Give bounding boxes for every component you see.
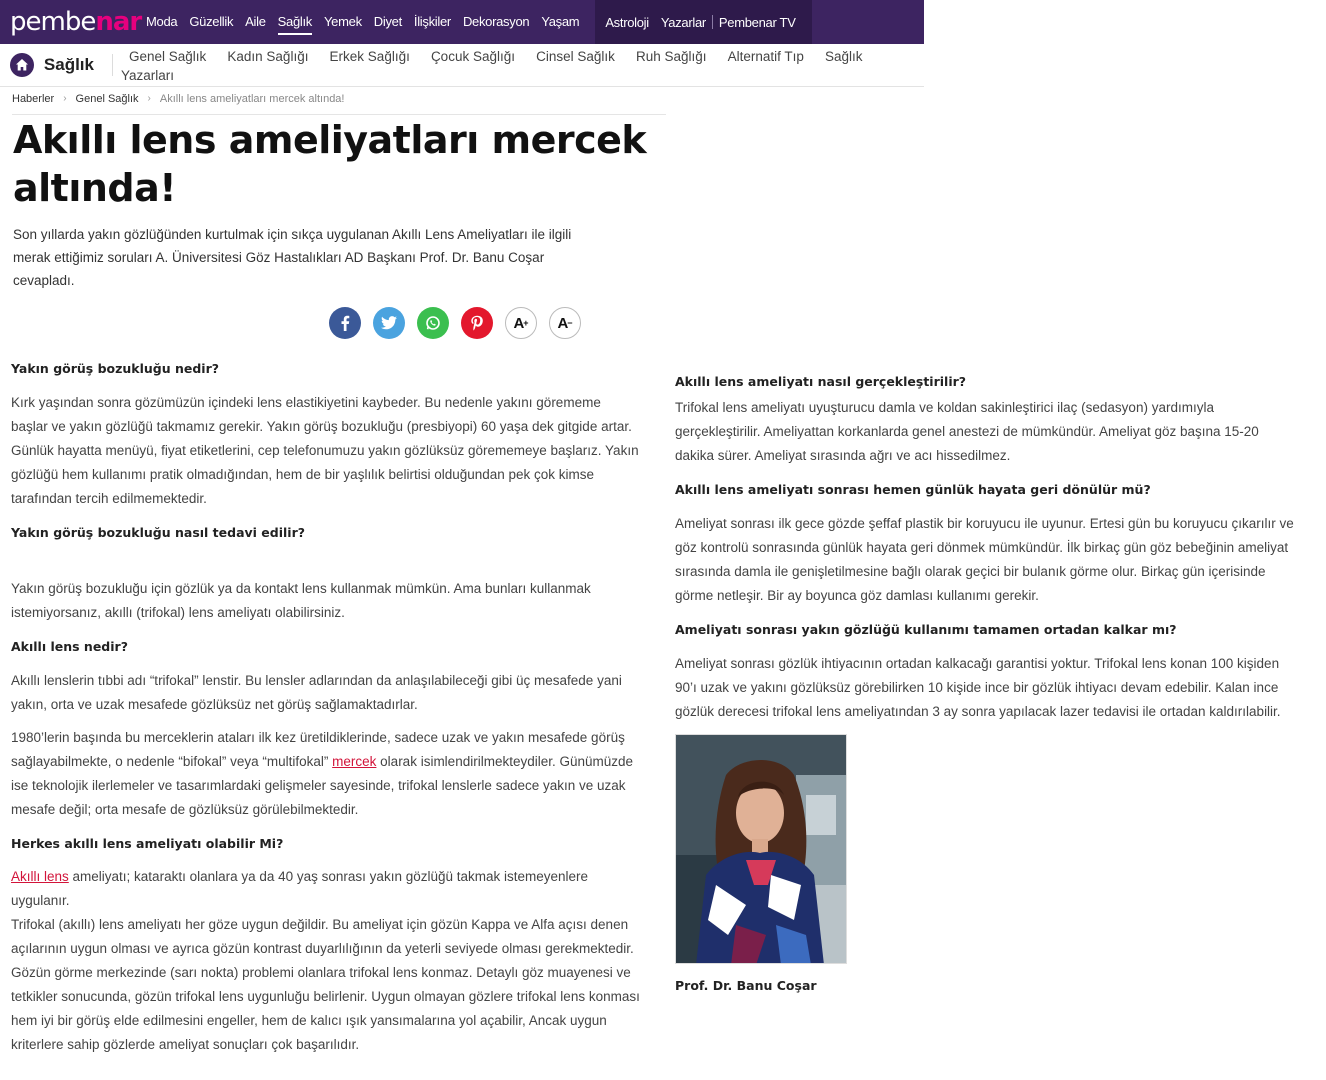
article-paragraph: Trifokal lens ameliyatı uyuşturucu damla ve koldan sakinleştirici ilaç (sedasyon) yardımıyla gerçekleştirilir. Ameliyattan korkanlarda genel anestezi de mümkündür. Ameliyat göz başına 15-20 dakika sürer. Ameliyat sırasında ağrı ve acı hissedilmez. xyxy=(675,400,1259,463)
nav-link-yasam[interactable]: Yaşam xyxy=(541,14,580,29)
article-paragraph: Ameliyat sonrası ilk gece gözde şeffaf plastik bir koruyucu ile uyunur. Ertesi gün bu koruyucu çıkarılır ve göz kontrolü sonrasında günlük hayata geri dönmek mümkündür. İlk birkaç gün göz bebeğinin ameliyat sırasında damla ile genişletilmesine bağlı olarak geçici bir bulanık görme olur. Birkaç gün içerisinde görme netleşir. Bir ay boyunca göz damlası kullanımı gerekir. xyxy=(675,516,1294,603)
chevron-right-icon: › xyxy=(63,93,67,104)
nav-link-yazarlar[interactable]: Yazarlar xyxy=(660,14,706,30)
chevron-right-icon: › xyxy=(147,93,151,104)
facebook-share-button[interactable] xyxy=(329,307,361,339)
article-heading: Herkes akıllı lens ameliyatı olabilir Mi? xyxy=(11,836,284,851)
nav-link-astroloji[interactable]: Astroloji xyxy=(605,14,649,30)
mercek-link[interactable]: mercek xyxy=(332,754,377,769)
nav-link-yemek[interactable]: Yemek xyxy=(324,14,362,29)
nav-link-diyet[interactable]: Diyet xyxy=(373,14,402,29)
pinterest-share-button[interactable] xyxy=(461,307,493,339)
subnav-link-cocuk-sagligi[interactable]: Çocuk Sağlığı xyxy=(430,49,515,64)
article-paragraph: Akıllı lenslerin tıbbi adı “trifokal” lenstir. Bu lensler adlarından da anlaşılabileceği gibi üç mesafede yani yakın, orta ve uzak mesafede gözlüksüz net görüş sağlamaktadırlar. xyxy=(11,673,622,712)
font-increase-button[interactable]: A + xyxy=(505,307,537,339)
twitter-share-button[interactable] xyxy=(373,307,405,339)
article-body-right xyxy=(675,370,1300,998)
font-decrease-button[interactable]: A − xyxy=(549,307,581,339)
subnav-link-genel-saglik[interactable]: Genel Sağlık xyxy=(129,49,207,64)
article-paragraph: Kırk yaşından sonra gözümüzün içindeki lens elastikiyetini kaybeder. Bu nedenle yakını görememe başlar ve yakın gözlüğü takmamız gerekir. Yakın görüş bozukluğu (presbiyopi) 60 yaşa dek gitgide artar. Günlük hayatta menüyü, fiyat etiketlerini, cep telefonumuzu yakın gözlüksüz görememeye başlarız. Yakın gözlüğü hem kullanımı pratik olmadığından, hem de bir yaşlılık belirtisi olduğundan pek çok kimse tarafından tercih edilmemektedir. xyxy=(11,395,639,506)
nav-link-guzellik[interactable]: Güzellik xyxy=(189,14,234,29)
nav-link-iliskiler[interactable]: İlişkiler xyxy=(413,14,451,29)
breadcrumb-haberler[interactable]: Haberler xyxy=(12,93,55,105)
subnav-link-alternatif-tip[interactable]: Alternatif Tıp xyxy=(727,49,804,64)
article-title: Akıllı lens ameliyatları mercek altında! xyxy=(13,118,647,210)
subnav-link-ruh-sagligi[interactable]: Ruh Sağlığı xyxy=(635,49,707,64)
section-title[interactable]: Sağlık xyxy=(43,55,94,74)
top-navigation xyxy=(0,0,924,44)
article-body-left xyxy=(11,357,641,1057)
subnav-link-kadin-sagligi[interactable]: Kadın Sağlığı xyxy=(227,49,309,64)
nav-link-saglik[interactable]: Sağlık xyxy=(272,0,318,44)
pinterest-icon xyxy=(470,315,484,331)
article-paragraph: Akıllı lens ameliyatı; kataraktı olanlara ya da 40 yaş sonrası yakın gözlüğü takmak istemeyenlere uygulanır. xyxy=(11,869,589,908)
article-heading: Akıllı lens ameliyatı nasıl gerçekleştirilir? xyxy=(675,374,967,389)
article-heading: Akıllı lens nedir? xyxy=(11,639,128,654)
share-bar xyxy=(329,307,581,339)
nav-link-dekorasyon[interactable]: Dekorasyon xyxy=(462,14,530,29)
article-paragraph: Ameliyat sonrası gözlük ihtiyacının ortadan kalkacağı garantisi yoktur. Trifokal lens konan 100 kişiden 90’ı uzak ve yakını gözlüksüz görebilirken 10 kişide ince bir gözlük ihtiyacı devam edebilir. Kalan ince gözlük derecesi trifokal lens ameliyatından 3 ay sonra yapılacak lazer tedavisi ile ortadan kaldırılabilir. xyxy=(675,656,1281,719)
breadcrumb-genel-saglik[interactable]: Genel Sağlık xyxy=(75,93,139,105)
site-logo[interactable]: pembe nar xyxy=(10,7,142,37)
akilli-lens-link[interactable]: Akıllı lens xyxy=(11,869,69,884)
whatsapp-share-button[interactable] xyxy=(417,307,449,339)
twitter-icon xyxy=(381,316,397,330)
breadcrumb xyxy=(12,93,666,115)
whatsapp-icon xyxy=(425,315,441,331)
article-paragraph: Yakın görüş bozukluğu için gözlük ya da kontakt lens kullanmak mümkün. Ama bunları kullanmak istemiyorsanız, akıllı (trifokal) lens ameliyatı olabilirsiniz. xyxy=(11,581,591,620)
nav-link-aile[interactable]: Aile xyxy=(245,14,266,29)
section-navigation xyxy=(0,44,924,87)
article-lead: Son yıllarda yakın gözlüğünden kurtulmak için sıkça uygulanan Akıllı Lens Ameliyatları ile ilgili merak ettiğimiz soruları A. Üniversitesi Göz Hastalıkları AD Başkanı Prof. Dr. Banu Coşar cevapladı. xyxy=(13,227,572,288)
subnav-link-cinsel-saglik[interactable]: Cinsel Sağlık xyxy=(536,49,615,64)
article-heading: Ameliyatı sonrası yakın gözlüğü kullanımı tamamen ortadan kalkar mı? xyxy=(675,622,1177,637)
article-heading: Akıllı lens ameliyatı sonrası hemen günlük hayata geri dönülür mü? xyxy=(675,482,1151,497)
article-heading: Yakın görüş bozukluğu nedir? xyxy=(11,361,220,376)
subsection-menu xyxy=(121,46,924,84)
subnav-link-saglik-yazarlari[interactable]: Sağlık Yazarları xyxy=(121,49,863,83)
facebook-icon xyxy=(338,315,352,331)
article-paragraph: Trifokal (akıllı) lens ameliyatı her göze uygun değildir. Bu ameliyat için gözün Kappa ve Alfa açısı denen açılarının uygun olması ve ayrıca gözün kontrast duyarlılığının da yeterli seviyede olması gerekmektedir. Gözün görme merkezinde (sarı nokta) problemi olanlara trifokal lens konmaz. Detaylı göz muayenesi ve tetkikler sonucunda, gözün trifokal lens uygunluğu belirlenir. Uygun olmayan gözlere trifokal lens konması hem iyi bir görüş elde edilmesini engeller, hem de kalıcı ışık yansımalarına yol açabilir, Ancak uygun kriterlere sahip gözlerde ameliyat sonuçları çok başarılıdır. xyxy=(11,917,640,1052)
breadcrumb-current: Akıllı lens ameliyatları mercek altında! xyxy=(159,93,345,105)
article-heading: Yakın görüş bozukluğu nasıl tedavi edilir? xyxy=(11,525,305,540)
secondary-menu xyxy=(595,0,811,44)
home-icon[interactable] xyxy=(10,53,34,77)
article-paragraph: 1980’lerin başında bu merceklerin ataları ilk kez üretildiklerinde, sadece uzak ve yakın mesafede görüş sağlayabilmekte, o nedenle “bifokal” veya “multifokal” mercek olarak isimlendirilmekteydiler. Günümüzde ise teknolojik ilerlemeler ve tasarımlardaki gelişmeler sayesinde, trifokal lenslerle sadece yakın ve uzak mesafe değil; orta mesafe de gözlüksüz görülebilmektedir. xyxy=(11,730,634,817)
subnav-link-erkek-sagligi[interactable]: Erkek Sağlığı xyxy=(329,49,410,64)
doctor-photo xyxy=(675,734,847,964)
section-divider xyxy=(112,54,113,76)
nav-link-pembenar-tv[interactable]: Pembenar TV xyxy=(718,14,796,30)
photo-caption: Prof. Dr. Banu Coşar xyxy=(675,978,817,993)
main-menu xyxy=(140,0,585,44)
nav-link-moda[interactable]: Moda xyxy=(146,14,178,29)
